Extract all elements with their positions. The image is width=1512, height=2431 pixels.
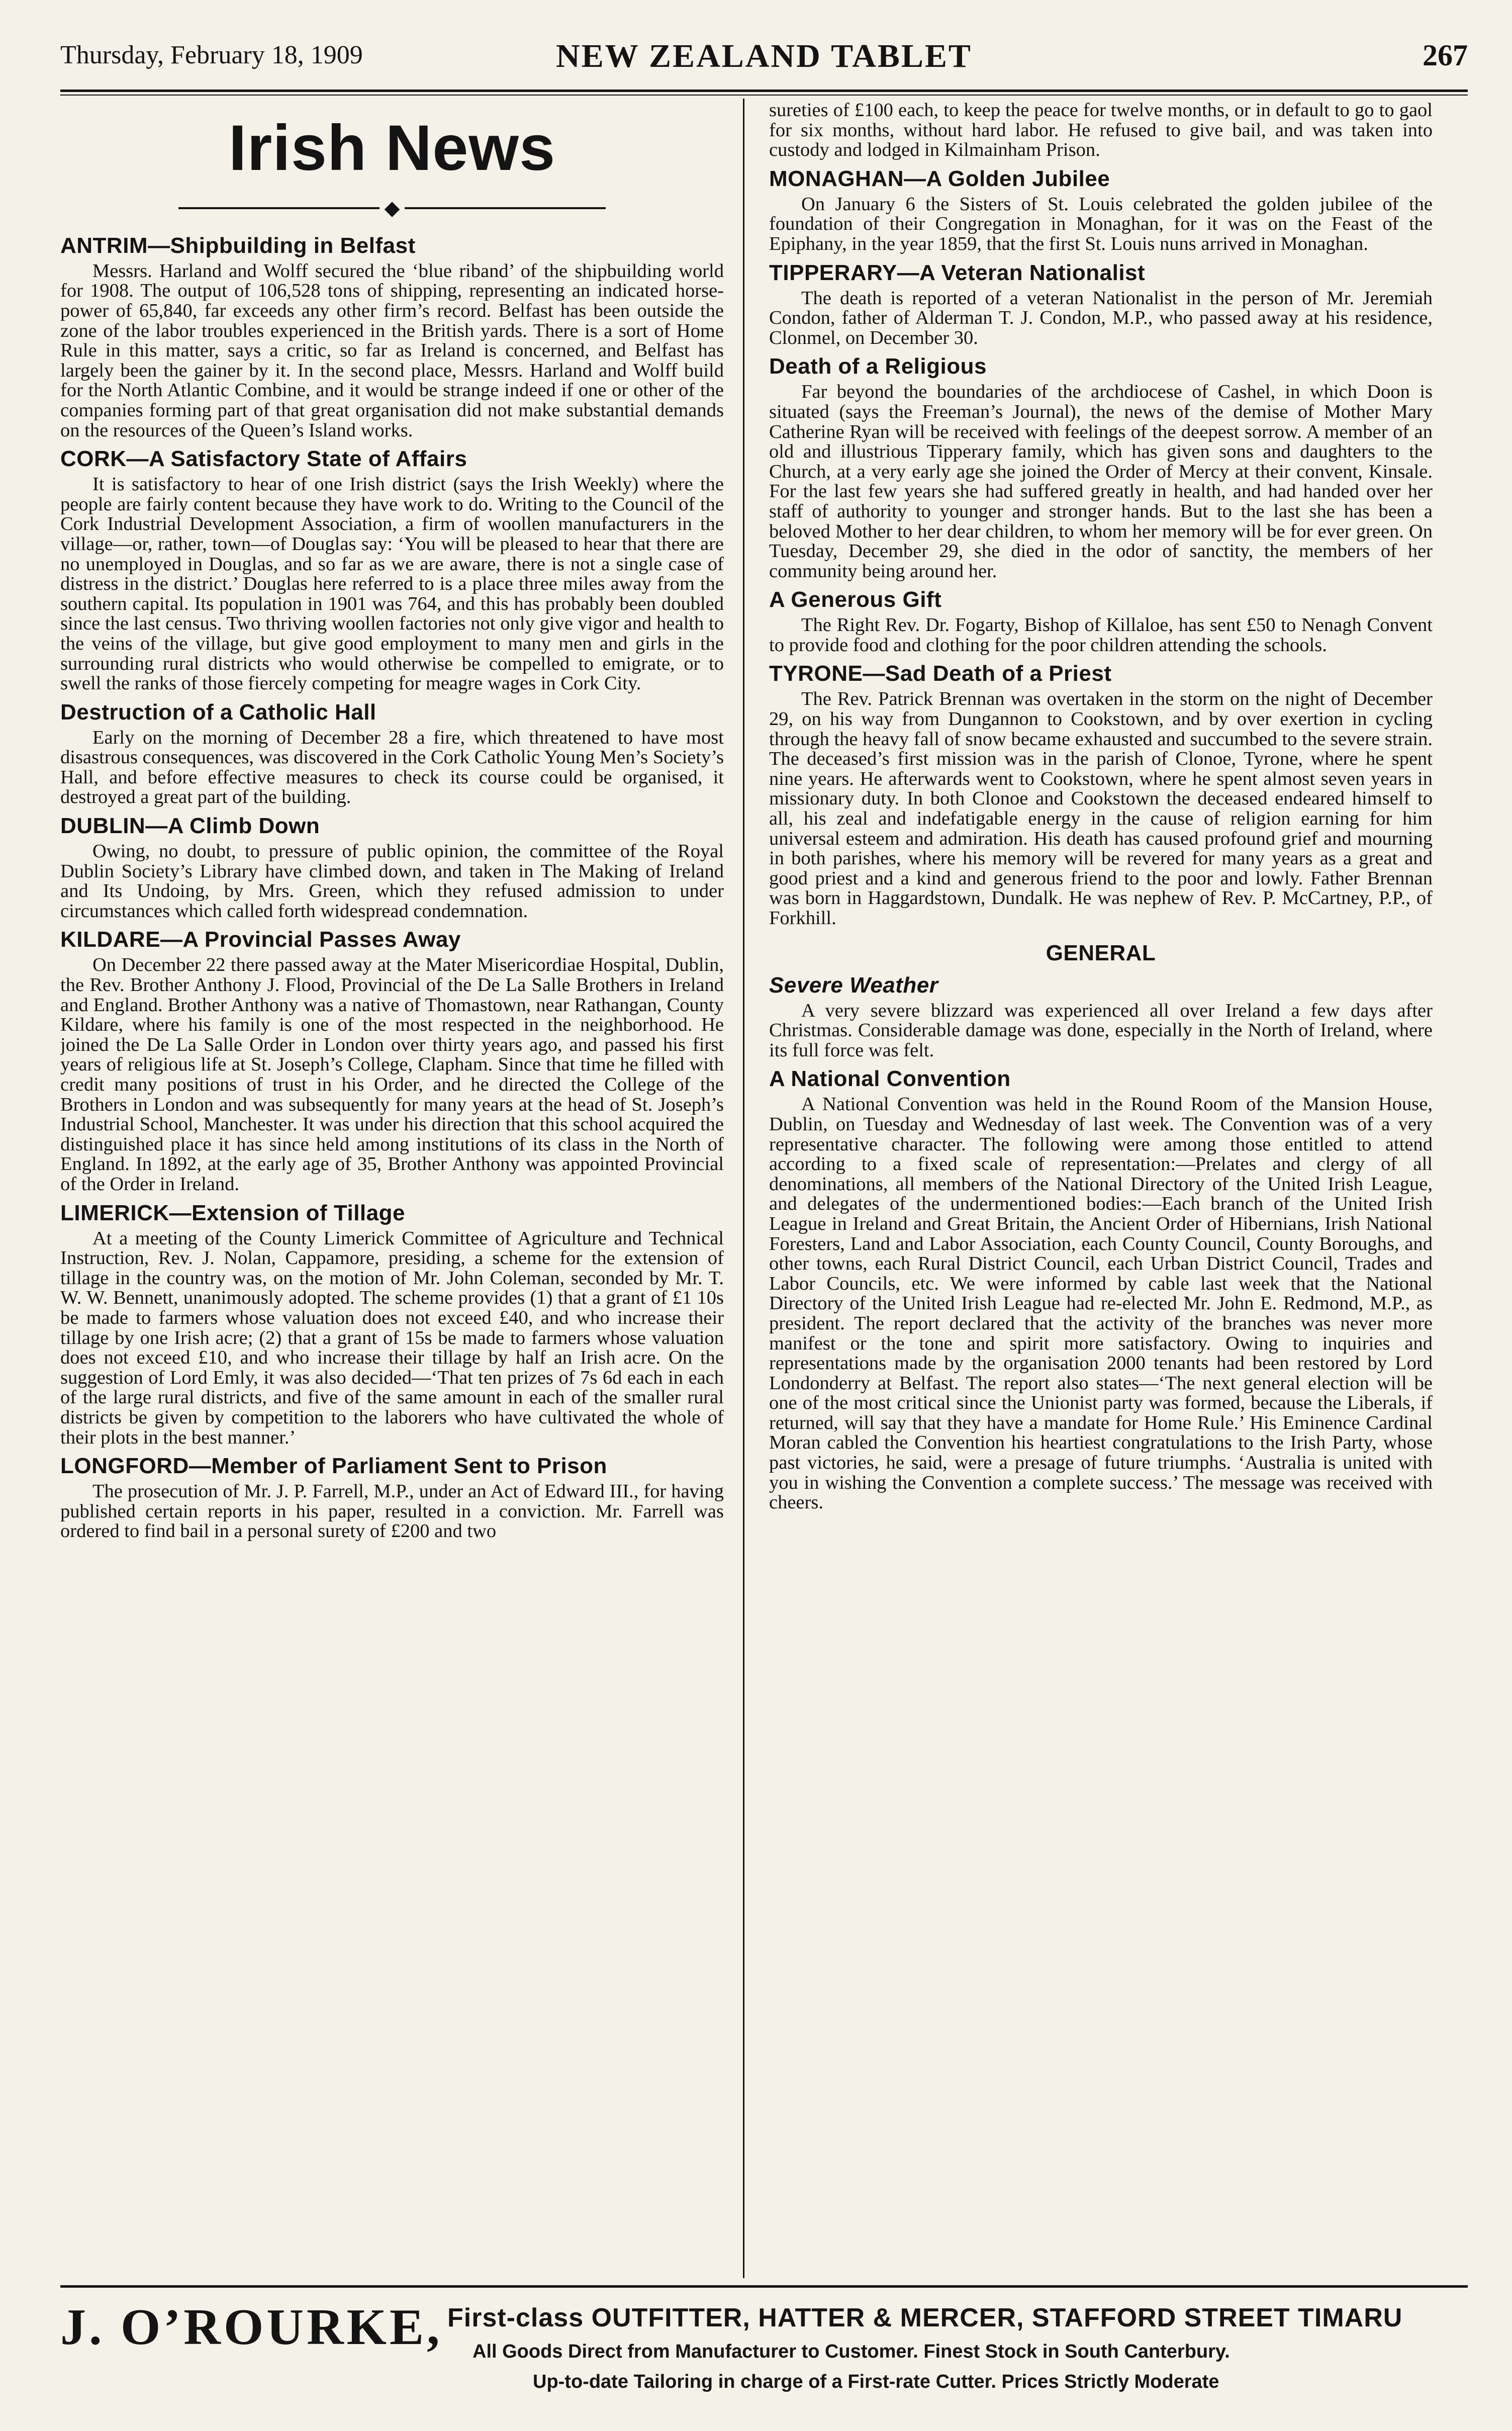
running-header: [60, 40, 1468, 85]
masthead-ornament: ◆: [60, 196, 724, 218]
advertisement: [60, 2293, 1468, 2423]
right-articles: [769, 101, 1433, 1513]
article-paragraph: A very severe blizzard was experienced all over Ireland a few days after Christmas. Considerable damage was done, especially in the North of Ireland, where its full force was felt.: [769, 1000, 1433, 1061]
article-heading: TYRONE—Sad Death of a Priest: [769, 661, 1112, 686]
article-heading: LONGFORD—Member of Parliament Sent to Prison: [60, 1454, 607, 1479]
article-heading: Severe Weather: [769, 972, 938, 998]
header-rule: [60, 89, 1468, 96]
article-heading: KILDARE—A Provincial Passes Away: [60, 927, 461, 952]
publication-title: NEW ZEALAND TABLET: [556, 38, 972, 74]
article-heading: TIPPERARY—A Veteran Nationalist: [769, 260, 1146, 285]
article-paragraph: sureties of £100 each, to keep the peace for twelve months, or in default to go to gaol for six months, without hard labor. He refused to give bail, and was taken into custody and lodged in Kilmainham Prison.: [769, 101, 1433, 161]
article-paragraph: The Rev. Patrick Brennan was overtaken in the storm on the night of December 29, on his way from Dungannon to Cookstown, and by over exertion in cycling through the heavy fall of snow became exhausted and succumbed to the severe strain. The deceased’s first mission was in the parish of Clonoe, Tyrone, where he spent nine years. He afterwards went to Cookstown, where he spent almost seven years in missionary duty. In both Clonoe and Cookstown the deceased endeared himself to all, his zeal and indefatigable energy in the cause of religion earning for him universal esteem and admiration. His death has caused profound grief and mourning in both parishes, where his memory will be revered for many years as a great and good priest and a kind and generous friend to the poor and lowly. Father Brennan was born in Haggardstown, Dundalk. He was nephew of Rev. P. McCartney, P.P., of Forkhill.: [769, 688, 1433, 929]
article-heading: CORK—A Satisfactory State of Affairs: [60, 446, 467, 472]
ad-brand: J. O’ROURKE,: [60, 2299, 443, 2356]
article-paragraph: On January 6 the Sisters of St. Louis celebrated the golden jubilee of the foundation of their Congregation in Monaghan, for it was on the Feast of the Epiphany, in the year 1859, that the first St. Louis nuns arrived in Monaghan.: [769, 193, 1433, 254]
article-heading: GENERAL: [1046, 940, 1156, 965]
right-column: [769, 101, 1433, 2278]
article-paragraph: The Right Rev. Dr. Fogarty, Bishop of Killaloe, has sent £50 to Nenagh Convent to provide food and clothing for the poor children attending the schools.: [769, 614, 1433, 656]
article-heading: A Generous Gift: [769, 587, 942, 612]
article-heading: DUBLIN—A Climb Down: [60, 814, 320, 839]
article-heading: A National Convention: [769, 1066, 1011, 1092]
section-masthead: Irish News: [228, 112, 556, 184]
issue-date: Thursday, February 18, 1909: [60, 41, 363, 69]
article-heading: ANTRIM—Shipbuilding in Belfast: [60, 233, 416, 258]
article-paragraph: Owing, no doubt, to pressure of public opinion, the committee of the Royal Dublin Society’s Library have climbed down, and taken in The Making of Ireland and Its Undoing, by Mrs. Green, which they refused admission to under circumstances which called forth widespread condemnation.: [60, 841, 724, 922]
article-paragraph: Early on the morning of December 28 a fire, which threatened to have most disastrous consequences, was discovered in the Cork Catholic Young Men’s Society’s Hall, and before effective measures to check its course could be organised, it destroyed a great part of the building.: [60, 727, 724, 808]
article-paragraph: A National Convention was held in the Round Room of the Mansion House, Dublin, on Tuesday and Wednesday of last week. The Convention was of a very representative character. The following were among those entitled to attend according to a fixed scale of representation:—Prelates and clergy of all denominations, all members of the National Directory of the United Irish League, and delegates of the undermentioned bodies:—Each branch of the United Irish League in Ireland and Great Britain, the Ancient Order of Hibernians, Irish National Foresters, Land and Labor Association, each County Council, County Boroughs, and other towns, each Rural District Council, each Urban District Council, Trades and Labor Councils, etc. We were informed by cable last week that the National Directory of the United Irish League had re-elected Mr. John E. Redmond, M.P., as president. The report declared that the activity of the branches was never more manifest or the tone and spirit more satisfactory. Owing to inquiries and representations made by the organisation 2000 tenants had been restored by Lord Londonderry at Belfast. The report also states—‘The next general election will be one of the most critical since the Unionist party was formed, because the Liberals, if returned, will say that they have a mandate for Home Rule.’ His Eminence Cardinal Moran cabled the Convention his heartiest congratulations to the Irish Party, whose past victories, he said, were a presage of future triumphs. ‘Australia is united with you in wishing the Convention a complete success.’ The message was received with cheers.: [769, 1094, 1433, 1513]
left-column: [60, 101, 724, 2278]
article-heading: Destruction of a Catholic Hall: [60, 699, 376, 725]
footer-rule: [60, 2285, 1468, 2288]
ad-headline: First-class OUTFITTER, HATTER & MERCER, STAFFORD STREET TIMARU: [447, 2303, 1403, 2332]
article-paragraph: The death is reported of a veteran Nationalist in the person of Mr. Jeremiah Condon, father of Alderman T. J. Condon, M.P., who passed away at his residence, Clonmel, on December 30.: [769, 287, 1433, 348]
column-rule: [743, 99, 744, 2278]
ad-subline: All Goods Direct from Manufacturer to Customer. Finest Stock in South Canterbury.: [472, 2341, 1230, 2362]
article-paragraph: Messrs. Harland and Wolff secured the ‘blue riband’ of the shipbuilding world for 1908. The output of 106,528 tons of shipping, representing an indicated horse-power of 65,840, far exceeds any other firm’s record. Belfast has been outside the zone of the labor troubles experienced in the British yards. There is a sort of Home Rule in this matter, says a critic, so far as Ireland is concerned, and Belfast has largely been the gainer by it. In the second place, Messrs. Harland and Wolff build for the North Atlantic Combine, and it would be strange indeed if one or other of the companies forming part of that great organisation did not make substantial demands on the resources of the Queen’s Island works.: [60, 260, 724, 441]
page-number: 267: [1423, 39, 1468, 72]
ad-tagline: Up-to-date Tailoring in charge of a First-rate Cutter. Prices Strictly Moderate: [533, 2371, 1219, 2392]
article-heading: LIMERICK—Extension of Tillage: [60, 1200, 405, 1225]
article-paragraph: The prosecution of Mr. J. P. Farrell, M.P., under an Act of Edward III., for having published certain reports in his paper, resulted in a conviction. Mr. Farrell was ordered to find bail in a personal surety of £200 and two: [60, 1481, 724, 1542]
article-paragraph: At a meeting of the County Limerick Committee of Agriculture and Technical Instruction, Rev. J. Nolan, Cappamore, presiding, a scheme for the extension of tillage in the country was, on the motion of Mr. John Coleman, seconded by Mr. T. W. W. Bennett, unanimously adopted. The scheme provides (1) that a grant of £1 10s be made to farmers whose valuation does not exceed £40, and who increase their tillage by one Irish acre; (2) that a grant of 15s be made to farmers whose valuation does not exceed £10, and who increase their tillage by half an Irish acre. On the suggestion of Lord Emly, it was also decided—‘That ten prizes of 7s 6d each in each of the large rural districts, and five of the same amount in each of the smaller rural districts be given by competition to the laborers who have cultivated the whole of their plots in the best manner.’: [60, 1227, 724, 1448]
left-articles: [60, 232, 724, 1542]
article-heading: MONAGHAN—A Golden Jubilee: [769, 166, 1110, 191]
article-paragraph: Far beyond the boundaries of the archdiocese of Cashel, in which Doon is situated (says the Freeman’s Journal), the news of the demise of Mother Mary Catherine Ryan will be received with feelings of the deepest sorrow. A member of an old and illustrious Tipperary family, which has given sons and daughters to the Church, at a very early age she joined the Order of Mercy at their convent, Kinsale. For the last few years she had suffered greatly in health, and had handed over her staff of authority to younger and stronger hands. But to the last she has been a beloved Mother to her dear children, to whom her memory will be for ever green. On Tuesday, December 29, she died in the odor of sanctity, the members of her community being around her.: [769, 381, 1433, 582]
article-heading: Death of a Religious: [769, 354, 987, 379]
article-paragraph: On December 22 there passed away at the Mater Misericordiae Hospital, Dublin, the Rev. Brother Anthony J. Flood, Provincial of the De La Salle Brothers in Ireland and England. Brother Anthony was a native of Thomastown, near Rathangan, County Kildare, where his family is one of the most respected in the neighborhood. He joined the De La Salle Order in London over thirty years ago, and passed his first years of religious life at St. Joseph’s College, Clapham. Since that time he filled with credit many positions of trust in his Order, and he directed the College of the Brothers in London and was subsequently for many years at the head of St. Joseph’s Industrial School, Manchester. It was under his direction that this school acquired the distinguished place it has since held among institutions of its class in the North of England. In 1892, at the early age of 35, Brother Anthony was appointed Provincial of the Order in Ireland.: [60, 954, 724, 1195]
article-paragraph: It is satisfactory to hear of one Irish district (says the Irish Weekly) where the people are fairly content because they have work to do. Writing to the Council of the Cork Industrial Development Association, a firm of woollen manufacturers in the village—or, rather, town—of Douglas say: ‘You will be pleased to hear that there are no unemployed in Douglas, and so far as we are aware, there is not a single case of distress in the district.’ Douglas here referred to is a place three miles away from the southern capital. Its population in 1901 was 764, and this has probably been doubled since the last census. Two thriving woollen factories not only give vigor and health to the veins of the village, but give good employment to many men and girls in the surrounding rural districts who would otherwise be compelled to emigrate, or to swell the ranks of those fiercely competing for meagre wages in Cork City.: [60, 474, 724, 694]
